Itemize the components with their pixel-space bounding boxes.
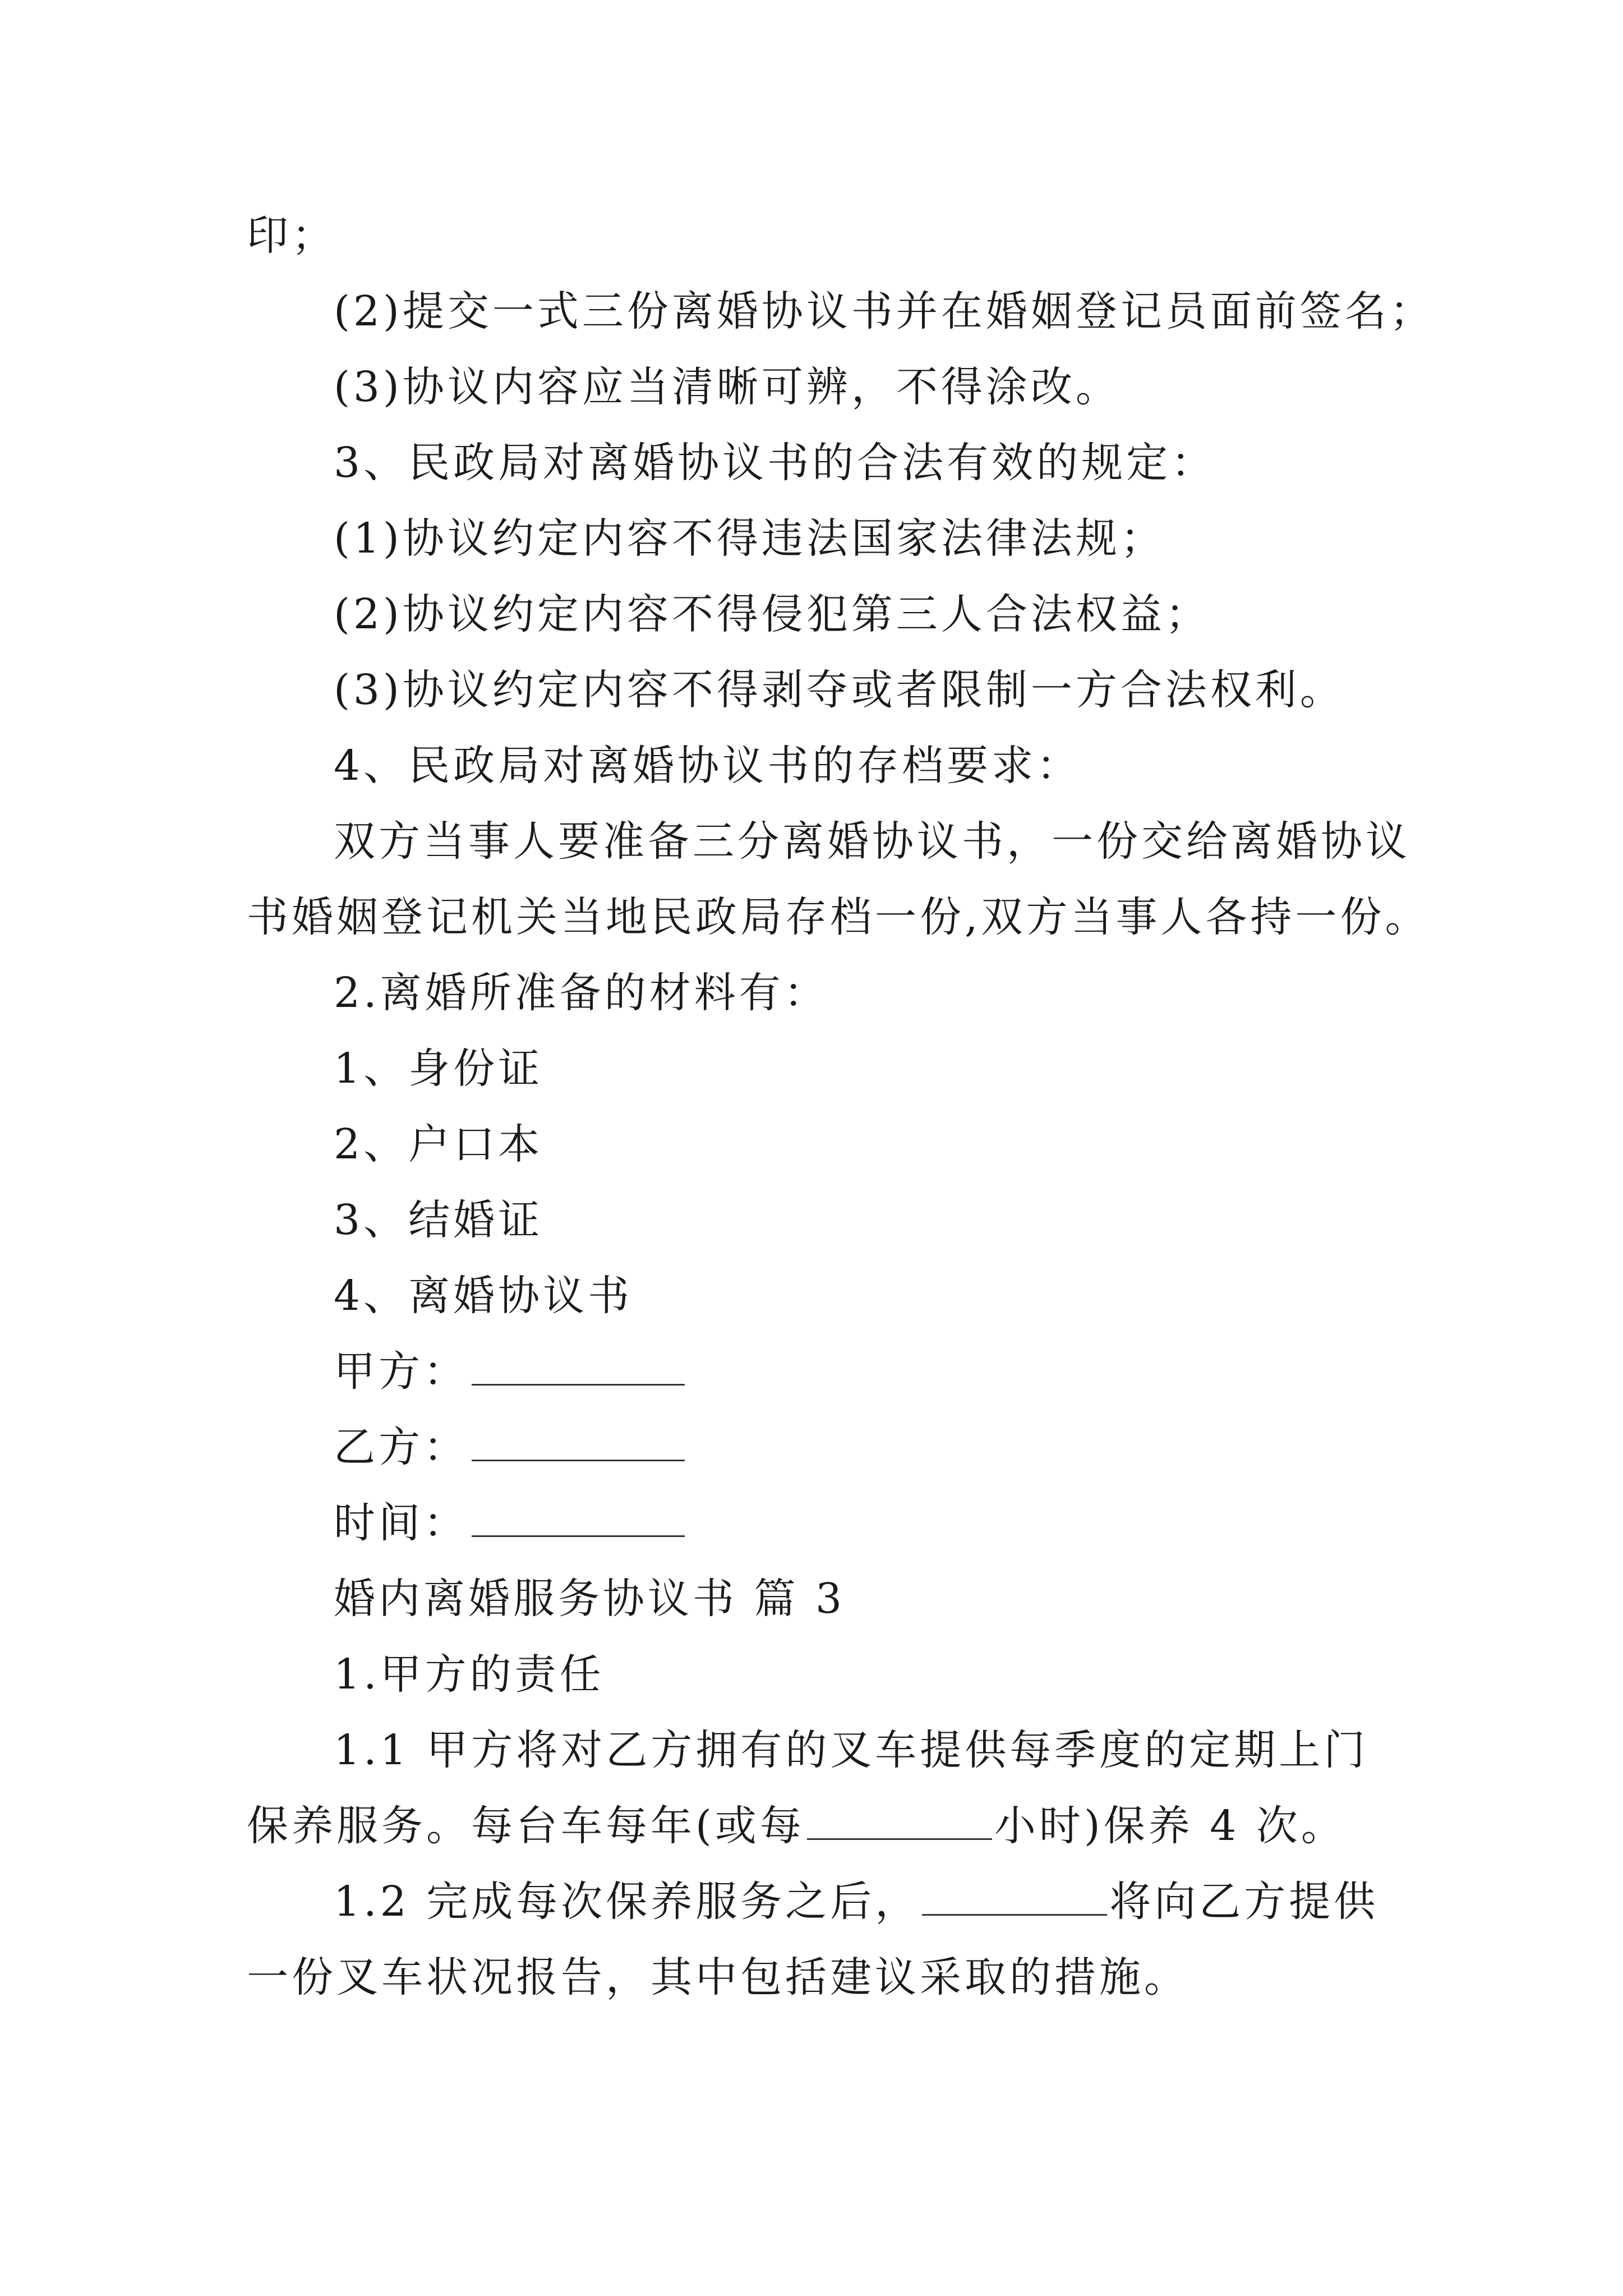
text-line: (1)协议约定内容不得违法国家法律法规； (334, 514, 1165, 563)
clause-1-2-line-2: 一份叉车状况报告，其中包括建议采取的措施。 (247, 1953, 1189, 2001)
clause-text: 1.2 完成每次保养服务之后， (334, 1878, 920, 1926)
text-line: 4、民政局对离婚协议书的存档要求： (334, 742, 1082, 790)
clause-text: 小时)保养 4 次。 (994, 1802, 1346, 1850)
text-line: 3、民政局对离婚协议书的合法有效的规定： (334, 439, 1216, 487)
party-a-signature-line (334, 1343, 685, 1400)
section-title: 婚内离婚服务协议书 篇 3 (334, 1575, 846, 1623)
clause-1-1-line-1: 1.1 甲方将对乙方拥有的叉车提供每季度的定期上门 (334, 1726, 1369, 1774)
section-heading: 1.甲方的责任 (334, 1650, 605, 1699)
list-item: 1、身份证 (334, 1045, 543, 1093)
text-line: (2)提交一式三份离婚协议书并在婚姻登记员面前签名； (334, 287, 1435, 335)
list-item: 3、结婚证 (334, 1196, 543, 1244)
provider-blank (922, 1875, 1107, 1916)
hours-blank (807, 1799, 992, 1840)
clause-text: 将向乙方提供 (1109, 1878, 1379, 1926)
time-label: 时间： (334, 1499, 468, 1547)
party-a-label: 甲方： (334, 1347, 468, 1396)
text-line: (3)协议约定内容不得剥夺或者限制一方合法权利。 (334, 666, 1345, 714)
clause-text: 保养服务。每台车每年(或每 (247, 1802, 805, 1850)
text-line: 印； (247, 211, 336, 260)
text-line: 书婚姻登记机关当地民政局存档一份,双方当事人各持一份。 (247, 893, 1430, 941)
time-line (334, 1495, 685, 1551)
party-a-blank (472, 1345, 685, 1386)
text-line: 双方当事人要准备三分离婚协议书，一份交给离婚协议 (334, 817, 1410, 866)
party-b-label: 乙方： (334, 1423, 468, 1471)
clause-1-2-line-1 (334, 1874, 1378, 1930)
clause-1-1-line-2 (247, 1798, 1346, 1854)
text-line: (3)协议内容应当清晰可辨，不得涂改。 (334, 363, 1121, 411)
party-b-blank (472, 1420, 685, 1461)
text-line: 2.离婚所准备的材料有： (334, 969, 829, 1017)
list-item: 2、户口本 (334, 1120, 543, 1168)
text-line: (2)协议约定内容不得侵犯第三人合法权益； (334, 590, 1210, 638)
list-item: 4、离婚协议书 (334, 1272, 633, 1320)
party-b-signature-line (334, 1419, 685, 1475)
time-blank (472, 1496, 685, 1537)
